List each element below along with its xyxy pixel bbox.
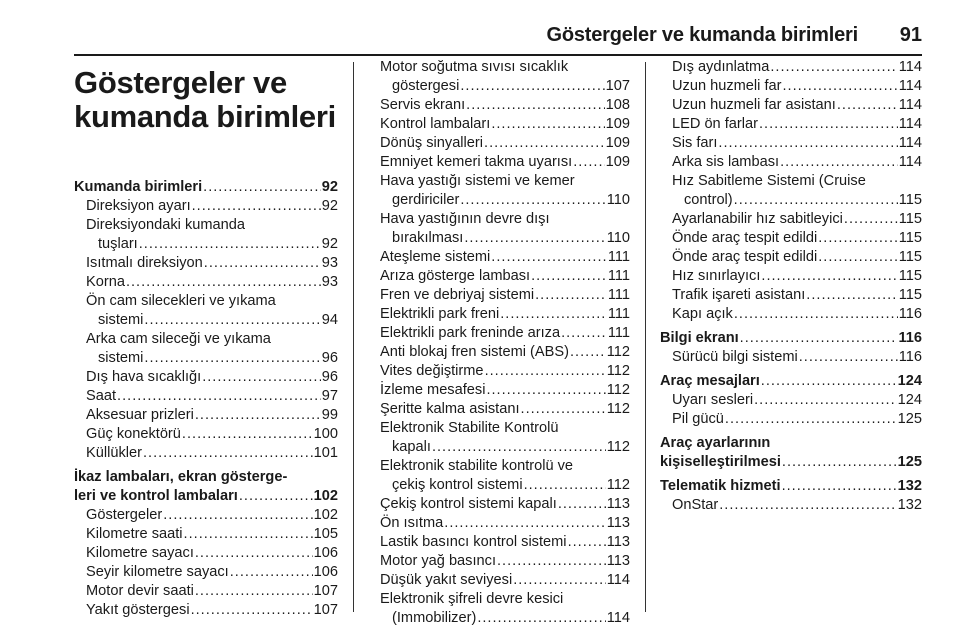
- column-divider: [353, 62, 354, 612]
- toc-page-number: 124: [897, 392, 922, 408]
- chapter-title-line: kumanda birimleri: [74, 99, 336, 134]
- toc-entry[interactable]: [74, 273, 338, 292]
- toc-entry[interactable]: [74, 254, 338, 273]
- toc-page-number: 110: [606, 192, 630, 208]
- toc-entry-text: Sis farı: [672, 135, 718, 151]
- toc-page-number: 96: [321, 369, 338, 385]
- toc-entry[interactable]: [74, 216, 338, 254]
- toc-page-number: 112: [606, 344, 630, 360]
- toc-entry-text: İzleme mesafesi: [380, 382, 486, 398]
- toc-entry-text: Arıza gösterge lambası: [380, 268, 531, 284]
- toc-entry-text: kişiselleştirilmesi: [660, 454, 781, 470]
- toc-leader-dots: [491, 115, 604, 134]
- toc-entry[interactable]: [660, 58, 922, 77]
- toc-page-number: 113: [606, 515, 630, 531]
- toc-leader-dots: [192, 197, 321, 216]
- toc-entry[interactable]: [660, 210, 922, 229]
- toc-leader-dots: [734, 305, 898, 324]
- toc-leader-dots: [759, 115, 898, 134]
- toc-entry[interactable]: [660, 96, 922, 115]
- toc-entry-text: Önde araç tespit edildi: [672, 249, 818, 265]
- toc-list: [660, 58, 922, 515]
- toc-page-number: 107: [313, 583, 338, 599]
- toc-page-number: 94: [321, 312, 338, 328]
- toc-leader-dots: [204, 254, 321, 273]
- chapter-title: [74, 66, 338, 134]
- toc-entry[interactable]: [660, 305, 922, 324]
- toc-leader-dots: [725, 410, 897, 429]
- toc-entry-text: Çekiş kontrol sistemi kapalı: [380, 496, 557, 512]
- toc-leader-dots: [126, 273, 321, 292]
- toc-page-number: 111: [607, 325, 630, 341]
- toc-leader-dots: [818, 229, 898, 248]
- toc-column-2: [368, 58, 630, 628]
- toc-entry[interactable]: [74, 387, 338, 406]
- toc-leader-dots: [734, 191, 898, 210]
- toc-entry[interactable]: [368, 324, 630, 343]
- toc-page-number: 96: [321, 350, 338, 366]
- toc-entry[interactable]: [74, 178, 338, 197]
- toc-entry-text: Dönüş sinyalleri: [380, 135, 484, 151]
- toc-leader-dots: [195, 582, 313, 601]
- toc-page-number: 110: [606, 230, 630, 246]
- toc-leader-dots: [191, 601, 313, 620]
- toc-entry-text: Kilometre sayacı: [86, 545, 194, 561]
- toc-entry[interactable]: [368, 552, 630, 571]
- toc-entry-text: Sürücü bilgi sistemi: [672, 349, 798, 365]
- toc-entry[interactable]: [368, 571, 630, 590]
- toc-page-number: 111: [607, 287, 630, 303]
- toc-page-number: 114: [898, 154, 922, 170]
- toc-entry-text: Arka cam sileceği ve yıkama: [86, 331, 271, 347]
- toc-page-number: 112: [606, 401, 630, 417]
- toc-leader-dots: [782, 477, 897, 496]
- toc-entry-text: Uzun huzmeli far: [672, 78, 782, 94]
- toc-entry[interactable]: [660, 115, 922, 134]
- toc-page-number: 109: [605, 135, 630, 151]
- toc-leader-dots: [754, 391, 897, 410]
- toc-entry-text: Aksesuar prizleri: [86, 407, 194, 423]
- toc-page-number: 92: [321, 236, 338, 252]
- toc-page-number: 97: [321, 388, 338, 404]
- toc-entry-text: Önde araç tespit edildi: [672, 230, 818, 246]
- toc-leader-dots: [837, 96, 898, 115]
- toc-entry[interactable]: [368, 267, 630, 286]
- toc-entry[interactable]: [74, 444, 338, 463]
- toc-page-number: 111: [607, 249, 630, 265]
- toc-entry-text: Hız Sabitleme Sistemi (Cruise: [672, 173, 866, 189]
- toc-entry[interactable]: [74, 544, 338, 563]
- toc-leader-dots: [464, 229, 605, 248]
- toc-page-number: 115: [898, 192, 922, 208]
- toc-page-number: 113: [606, 534, 630, 550]
- toc-leader-dots: [513, 571, 606, 590]
- toc-leader-dots: [139, 235, 321, 254]
- toc-entry[interactable]: [368, 210, 630, 248]
- toc-page-number: 114: [898, 78, 922, 94]
- toc-leader-dots: [782, 453, 897, 472]
- toc-list: [74, 178, 338, 620]
- toc-entry-text: LED ön farlar: [672, 116, 758, 132]
- toc-entry-text: Yakıt göstergesi: [86, 602, 190, 618]
- toc-entry-text: Arka sis lambası: [672, 154, 780, 170]
- toc-entry[interactable]: [660, 248, 922, 267]
- toc-entry-text: leri ve kontrol lambaları: [74, 488, 238, 504]
- toc-leader-dots: [770, 58, 897, 77]
- toc-entry[interactable]: [368, 248, 630, 267]
- toc-entry[interactable]: [368, 58, 630, 96]
- toc-entry-text: Elektronik Stabilite Kontrolü: [380, 420, 559, 436]
- toc-entry[interactable]: [660, 348, 922, 367]
- toc-leader-dots: [740, 329, 898, 348]
- toc-entry[interactable]: [74, 425, 338, 444]
- toc-page-number: 115: [898, 268, 922, 284]
- toc-entry[interactable]: [368, 115, 630, 134]
- toc-entry-text: Düşük yakıt seviyesi: [380, 572, 513, 588]
- toc-entry-text: Güç konektörü: [86, 426, 181, 442]
- toc-entry[interactable]: [368, 419, 630, 457]
- toc-leader-dots: [570, 343, 606, 362]
- toc-entry-text: gerdiriciler: [392, 192, 460, 208]
- toc-entry[interactable]: [368, 96, 630, 115]
- toc-entry-text: Motor soğutma sıvısı sıcaklık: [380, 59, 569, 75]
- toc-page-number: 106: [313, 545, 338, 561]
- toc-leader-dots: [460, 77, 604, 96]
- toc-entry-text: Elektrikli park freni: [380, 306, 500, 322]
- toc-leader-dots: [761, 372, 897, 391]
- toc-leader-dots: [184, 525, 313, 544]
- toc-page-number: 115: [898, 230, 922, 246]
- toc-column-3: [660, 58, 922, 515]
- toc-leader-dots: [521, 400, 606, 419]
- toc-entry-text: Kilometre saati: [86, 526, 183, 542]
- toc-page-number: 112: [606, 477, 630, 493]
- toc-entry-text: göstergesi: [392, 78, 460, 94]
- toc-leader-dots: [535, 286, 607, 305]
- toc-page-number: 112: [606, 363, 630, 379]
- toc-page-number: 132: [897, 497, 922, 513]
- toc-entry[interactable]: [368, 134, 630, 153]
- toc-entry-text: Kumanda birimleri: [74, 179, 203, 195]
- toc-leader-dots: [761, 267, 897, 286]
- toc-list: [368, 58, 630, 628]
- toc-entry-text: Fren ve debriyaj sistemi: [380, 287, 535, 303]
- toc-entry[interactable]: [368, 590, 630, 628]
- toc-entry-text: Motor devir saati: [86, 583, 194, 599]
- toc-page-number: 102: [313, 507, 338, 523]
- toc-page-number: 111: [607, 268, 630, 284]
- toc-leader-dots: [806, 286, 897, 305]
- toc-leader-dots: [485, 362, 606, 381]
- toc-entry[interactable]: [368, 153, 630, 172]
- toc-leader-dots: [561, 324, 607, 343]
- toc-entry[interactable]: [660, 391, 922, 410]
- toc-leader-dots: [144, 311, 320, 330]
- toc-entry[interactable]: [368, 343, 630, 362]
- toc-entry[interactable]: [368, 533, 630, 552]
- toc-page-number: 101: [313, 445, 338, 461]
- toc-entry-text: Hız sınırlayıcı: [672, 268, 761, 284]
- toc-leader-dots: [486, 381, 605, 400]
- toc-entry-text: Ateşleme sistemi: [380, 249, 491, 265]
- toc-entry-text: Elektronik şifreli devre kesici: [380, 591, 564, 607]
- toc-entry-text: İkaz lambaları, ekran gösterge-: [74, 469, 288, 485]
- toc-leader-dots: [844, 210, 898, 229]
- toc-entry[interactable]: [660, 372, 922, 391]
- toc-leader-dots: [568, 533, 606, 552]
- toc-entry[interactable]: [660, 329, 922, 348]
- toc-leader-dots: [466, 96, 604, 115]
- toc-entry-text: Küllükler: [86, 445, 142, 461]
- toc-entry-text: OnStar: [672, 497, 719, 513]
- toc-page-number: 114: [898, 97, 922, 113]
- toc-entry[interactable]: [368, 286, 630, 305]
- toc-entry[interactable]: [660, 77, 922, 96]
- toc-entry-text: Servis ekranı: [380, 97, 466, 113]
- toc-entry-text: Dış aydınlatma: [672, 59, 770, 75]
- toc-entry-text: Kapı açık: [672, 306, 733, 322]
- toc-leader-dots: [780, 153, 898, 172]
- toc-leader-dots: [719, 496, 896, 515]
- chapter-title-line: Göstergeler ve: [74, 65, 287, 100]
- toc-entry[interactable]: [660, 434, 922, 472]
- toc-entry[interactable]: [74, 506, 338, 525]
- toc-entry-text: Göstergeler: [86, 507, 163, 523]
- toc-entry-text: Direksiyondaki kumanda: [86, 217, 245, 233]
- toc-page-number: 105: [313, 526, 338, 542]
- toc-entry-text: Anti blokaj fren sistemi (ABS): [380, 344, 569, 360]
- toc-entry[interactable]: [74, 406, 338, 425]
- toc-leader-dots: [460, 191, 605, 210]
- toc-page-number: 108: [605, 97, 630, 113]
- toc-leader-dots: [195, 544, 313, 563]
- toc-entry[interactable]: [660, 286, 922, 305]
- toc-column-1: [74, 58, 338, 620]
- toc-page-number: 113: [606, 553, 630, 569]
- toc-entry-text: tuşları: [98, 236, 138, 252]
- toc-leader-dots: [497, 552, 606, 571]
- toc-entry[interactable]: [74, 197, 338, 216]
- toc-page-number: 115: [898, 287, 922, 303]
- toc-entry[interactable]: [368, 457, 630, 495]
- toc-leader-dots: [531, 267, 607, 286]
- toc-leader-dots: [573, 153, 604, 172]
- toc-entry-text: bırakılması: [392, 230, 464, 246]
- toc-page-number: 92: [321, 198, 338, 214]
- column-divider: [645, 62, 646, 612]
- toc-leader-dots: [163, 506, 312, 525]
- toc-page-number: 93: [321, 274, 338, 290]
- toc-entry[interactable]: [368, 514, 630, 533]
- toc-leader-dots: [203, 178, 321, 197]
- toc-entry[interactable]: [74, 368, 338, 387]
- toc-entry-text: Motor yağ basıncı: [380, 553, 496, 569]
- toc-entry[interactable]: [660, 134, 922, 153]
- toc-entry[interactable]: [74, 601, 338, 620]
- toc-leader-dots: [117, 387, 321, 406]
- toc-page-number: 115: [898, 249, 922, 265]
- toc-leader-dots: [718, 134, 897, 153]
- toc-entry[interactable]: [368, 381, 630, 400]
- page-number: 91: [899, 24, 922, 46]
- toc-entry[interactable]: [74, 468, 338, 506]
- toc-entry-text: Saat: [86, 388, 117, 404]
- toc-page-number: 102: [313, 488, 338, 504]
- toc-leader-dots: [558, 495, 606, 514]
- toc-entry-text: Şeritte kalma asistanı: [380, 401, 520, 417]
- toc-leader-dots: [783, 77, 898, 96]
- toc-page-number: 109: [605, 154, 630, 170]
- toc-entry-text: Ön cam silecekleri ve yıkama: [86, 293, 276, 309]
- toc-page-number: 113: [606, 496, 630, 512]
- toc-page-number: 107: [605, 78, 630, 94]
- toc-entry-text: Araç ayarlarının: [660, 435, 771, 451]
- toc-entry-text: Telematik hizmeti: [660, 478, 781, 494]
- toc-entry-text: Hava yastığı sistemi ve kemer: [380, 173, 575, 189]
- toc-entry[interactable]: [368, 362, 630, 381]
- toc-leader-dots: [239, 487, 313, 506]
- toc-entry[interactable]: [660, 172, 922, 210]
- toc-leader-dots: [195, 406, 321, 425]
- toc-leader-dots: [500, 305, 607, 324]
- header-rule: [74, 54, 922, 56]
- toc-entry-text: Uzun huzmeli far asistanı: [672, 97, 836, 113]
- toc-page-number: 114: [606, 572, 630, 588]
- toc-page-number: 114: [898, 116, 922, 132]
- toc-entry-text: Pil gücü: [672, 411, 724, 427]
- toc-entry[interactable]: [660, 229, 922, 248]
- toc-entry-text: çekiş kontrol sistemi: [392, 477, 523, 493]
- toc-entry[interactable]: [368, 305, 630, 324]
- toc-entry-text: Dış hava sıcaklığı: [86, 369, 202, 385]
- toc-entry-text: Seyir kilometre sayacı: [86, 564, 229, 580]
- toc-page-number: 115: [898, 211, 922, 227]
- toc-entry[interactable]: [74, 563, 338, 582]
- toc-page-number: 106: [313, 564, 338, 580]
- toc-leader-dots: [143, 444, 313, 463]
- toc-entry-text: sistemi: [98, 350, 144, 366]
- toc-entry-text: Uyarı sesleri: [672, 392, 754, 408]
- toc-entry-text: Korna: [86, 274, 125, 290]
- toc-entry-text: (Immobilizer): [392, 610, 477, 626]
- toc-page-number: 107: [313, 602, 338, 618]
- toc-entry-text: Ön ısıtma: [380, 515, 444, 531]
- toc-leader-dots: [182, 425, 313, 444]
- toc-leader-dots: [818, 248, 898, 267]
- toc-entry[interactable]: [74, 582, 338, 601]
- toc-leader-dots: [484, 134, 605, 153]
- toc-entry-text: Isıtmalı direksiyon: [86, 255, 203, 271]
- toc-entry[interactable]: [368, 172, 630, 210]
- toc-entry-text: Direksiyon ayarı: [86, 198, 191, 214]
- toc-page-number: 116: [898, 306, 922, 322]
- toc-leader-dots: [524, 476, 606, 495]
- toc-entry[interactable]: [660, 267, 922, 286]
- toc-entry[interactable]: [74, 525, 338, 544]
- toc-leader-dots: [230, 563, 313, 582]
- running-header-title: Göstergeler ve kumanda birimleri: [546, 24, 858, 46]
- toc-entry[interactable]: [660, 496, 922, 515]
- toc-entry[interactable]: [660, 477, 922, 496]
- toc-entry-text: Elektronik stabilite kontrolü ve: [380, 458, 574, 474]
- toc-page-number: 112: [606, 382, 630, 398]
- toc-entry-text: Araç mesajları: [660, 373, 760, 389]
- toc-leader-dots: [799, 348, 898, 367]
- toc-page-number: 124: [897, 373, 922, 389]
- toc-leader-dots: [491, 248, 607, 267]
- toc-page-number: 114: [606, 610, 630, 626]
- toc-page-number: 125: [897, 454, 922, 470]
- toc-page-number: 132: [897, 478, 922, 494]
- toc-leader-dots: [432, 438, 606, 457]
- toc-entry[interactable]: [660, 410, 922, 429]
- toc-entry[interactable]: [74, 292, 338, 330]
- toc-entry-text: control): [684, 192, 733, 208]
- toc-page-number: 112: [606, 439, 630, 455]
- toc-entry-text: Emniyet kemeri takma uyarısı: [380, 154, 573, 170]
- toc-entry-text: Kontrol lambaları: [380, 116, 491, 132]
- toc-entry-text: Ayarlanabilir hız sabitleyici: [672, 211, 843, 227]
- toc-entry-text: Lastik basıncı kontrol sistemi: [380, 534, 567, 550]
- toc-entry-text: sistemi: [98, 312, 144, 328]
- toc-entry-text: Elektrikli park freninde arıza: [380, 325, 561, 341]
- toc-entry-text: Hava yastığının devre dışı: [380, 211, 550, 227]
- toc-entry[interactable]: [660, 153, 922, 172]
- toc-page-number: 114: [898, 135, 922, 151]
- toc-entry-text: Bilgi ekranı: [660, 330, 739, 346]
- toc-page-number: 114: [898, 59, 922, 75]
- toc-entry[interactable]: [368, 400, 630, 419]
- toc-page-number: 116: [898, 330, 922, 346]
- toc-page-number: 125: [897, 411, 922, 427]
- toc-leader-dots: [444, 514, 605, 533]
- toc-page-number: 109: [605, 116, 630, 132]
- toc-entry-text: Trafik işareti asistanı: [672, 287, 806, 303]
- toc-leader-dots: [144, 349, 320, 368]
- toc-page-number: 116: [898, 349, 922, 365]
- toc-leader-dots: [477, 609, 605, 628]
- toc-page-number: 111: [607, 306, 630, 322]
- page-header: [74, 24, 922, 54]
- toc-page-number: 99: [321, 407, 338, 423]
- toc-entry[interactable]: [368, 495, 630, 514]
- toc-page-number: 92: [321, 179, 338, 195]
- toc-page-number: 100: [313, 426, 338, 442]
- toc-entry[interactable]: [74, 330, 338, 368]
- toc-entry-text: kapalı: [392, 439, 431, 455]
- toc-leader-dots: [202, 368, 321, 387]
- toc-page-number: 93: [321, 255, 338, 271]
- toc-entry-text: Vites değiştirme: [380, 363, 484, 379]
